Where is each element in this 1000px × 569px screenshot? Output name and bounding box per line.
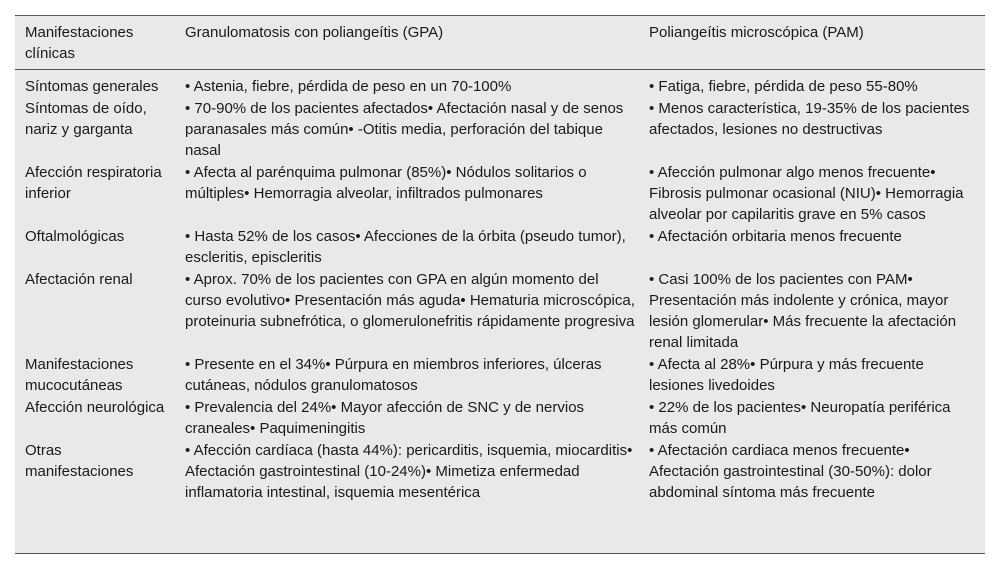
pam-cell: • 22% de los pacientes• Neuropatía periférica más común xyxy=(649,399,951,437)
header-manifestations: Manifestaciones clínicas xyxy=(15,16,175,70)
row-label: Manifestaciones mucocutáneas xyxy=(25,356,134,394)
table-row xyxy=(15,354,985,397)
table-row xyxy=(15,162,985,226)
row-label: Afectación renal xyxy=(25,271,133,288)
pam-cell: • Menos característica, 19-35% de los pacientes afectados, lesiones no destructivas xyxy=(649,100,970,138)
table-row xyxy=(15,440,985,504)
gpa-cell: • 70-90% de los pacientes afectados• Afectación nasal y de senos paranasales más común• -Otitis media, perforación del tabique nasal xyxy=(185,100,624,159)
gpa-cell: • Afección cardíaca (hasta 44%): pericarditis, isquemia, miocarditis• Afectación gastrointestinal (10-24%)• Mimetiza enfermedad inflamatoria intestinal, isquemia mesentérica xyxy=(185,442,633,501)
pam-cell: • Afectación orbitaria menos frecuente xyxy=(649,228,902,245)
table-row xyxy=(15,98,985,162)
pam-cell: • Afecta al 28%• Púrpura y más frecuente lesiones livedoides xyxy=(649,356,924,394)
gpa-cell: • Astenia, fiebre, pérdida de peso en un 70-100% xyxy=(185,78,512,95)
table-row xyxy=(15,226,985,269)
table-row xyxy=(15,269,985,354)
comparison-table xyxy=(15,16,985,504)
row-label: Afección respiratoria inferior xyxy=(25,164,162,202)
gpa-cell: • Prevalencia del 24%• Mayor afección de SNC y de nervios craneales• Paquimeningitis xyxy=(185,399,585,437)
table-row xyxy=(15,70,985,99)
table-row xyxy=(15,397,985,440)
pam-cell: • Casi 100% de los pacientes con PAM• Presentación más indolente y crónica, mayor lesión glomerular• Más frecuente la afectación renal limitada xyxy=(649,271,957,351)
row-label: Síntomas generales xyxy=(25,78,159,95)
gpa-cell: • Hasta 52% de los casos• Afecciones de la órbita (pseudo tumor), escleritis, episcleritis xyxy=(185,228,626,266)
row-label: Oftalmológicas xyxy=(25,228,125,245)
row-label: Síntomas de oído, nariz y garganta xyxy=(25,100,147,138)
row-label: Afección neurológica xyxy=(25,399,165,416)
header-pam: Poliangeítis microscópica (PAM) xyxy=(639,16,985,70)
gpa-cell: • Afecta al parénquima pulmonar (85%)• Nódulos solitarios o múltiples• Hemorragia alveolar, infiltrados pulmonares xyxy=(185,164,587,202)
pam-cell: • Afección pulmonar algo menos frecuente• Fibrosis pulmonar ocasional (NIU)• Hemorragia alveolar por capilaritis grave en 5% casos xyxy=(649,164,964,223)
pam-cell: • Fatiga, fiebre, pérdida de peso 55-80% xyxy=(649,78,918,95)
row-label: Otras manifestaciones xyxy=(25,442,134,480)
gpa-cell: • Presente en el 34%• Púrpura en miembros inferiores, úlceras cutáneas, nódulos granulomatosos xyxy=(185,356,602,394)
header-gpa: Granulomatosis con poliangeítis (GPA) xyxy=(175,16,639,70)
comparison-table-container xyxy=(15,15,985,554)
table-header-row xyxy=(15,16,985,70)
gpa-cell: • Aprox. 70% de los pacientes con GPA en algún momento del curso evolutivo• Presentación más aguda• Hematuria microscópica, proteinuria subnefrótica, o glomerulonefritis rápidamente progresiva xyxy=(185,271,635,330)
pam-cell: • Afectación cardiaca menos frecuente• Afectación gastrointestinal (30-50%): dolor abdominal síntoma más frecuente xyxy=(649,442,932,501)
